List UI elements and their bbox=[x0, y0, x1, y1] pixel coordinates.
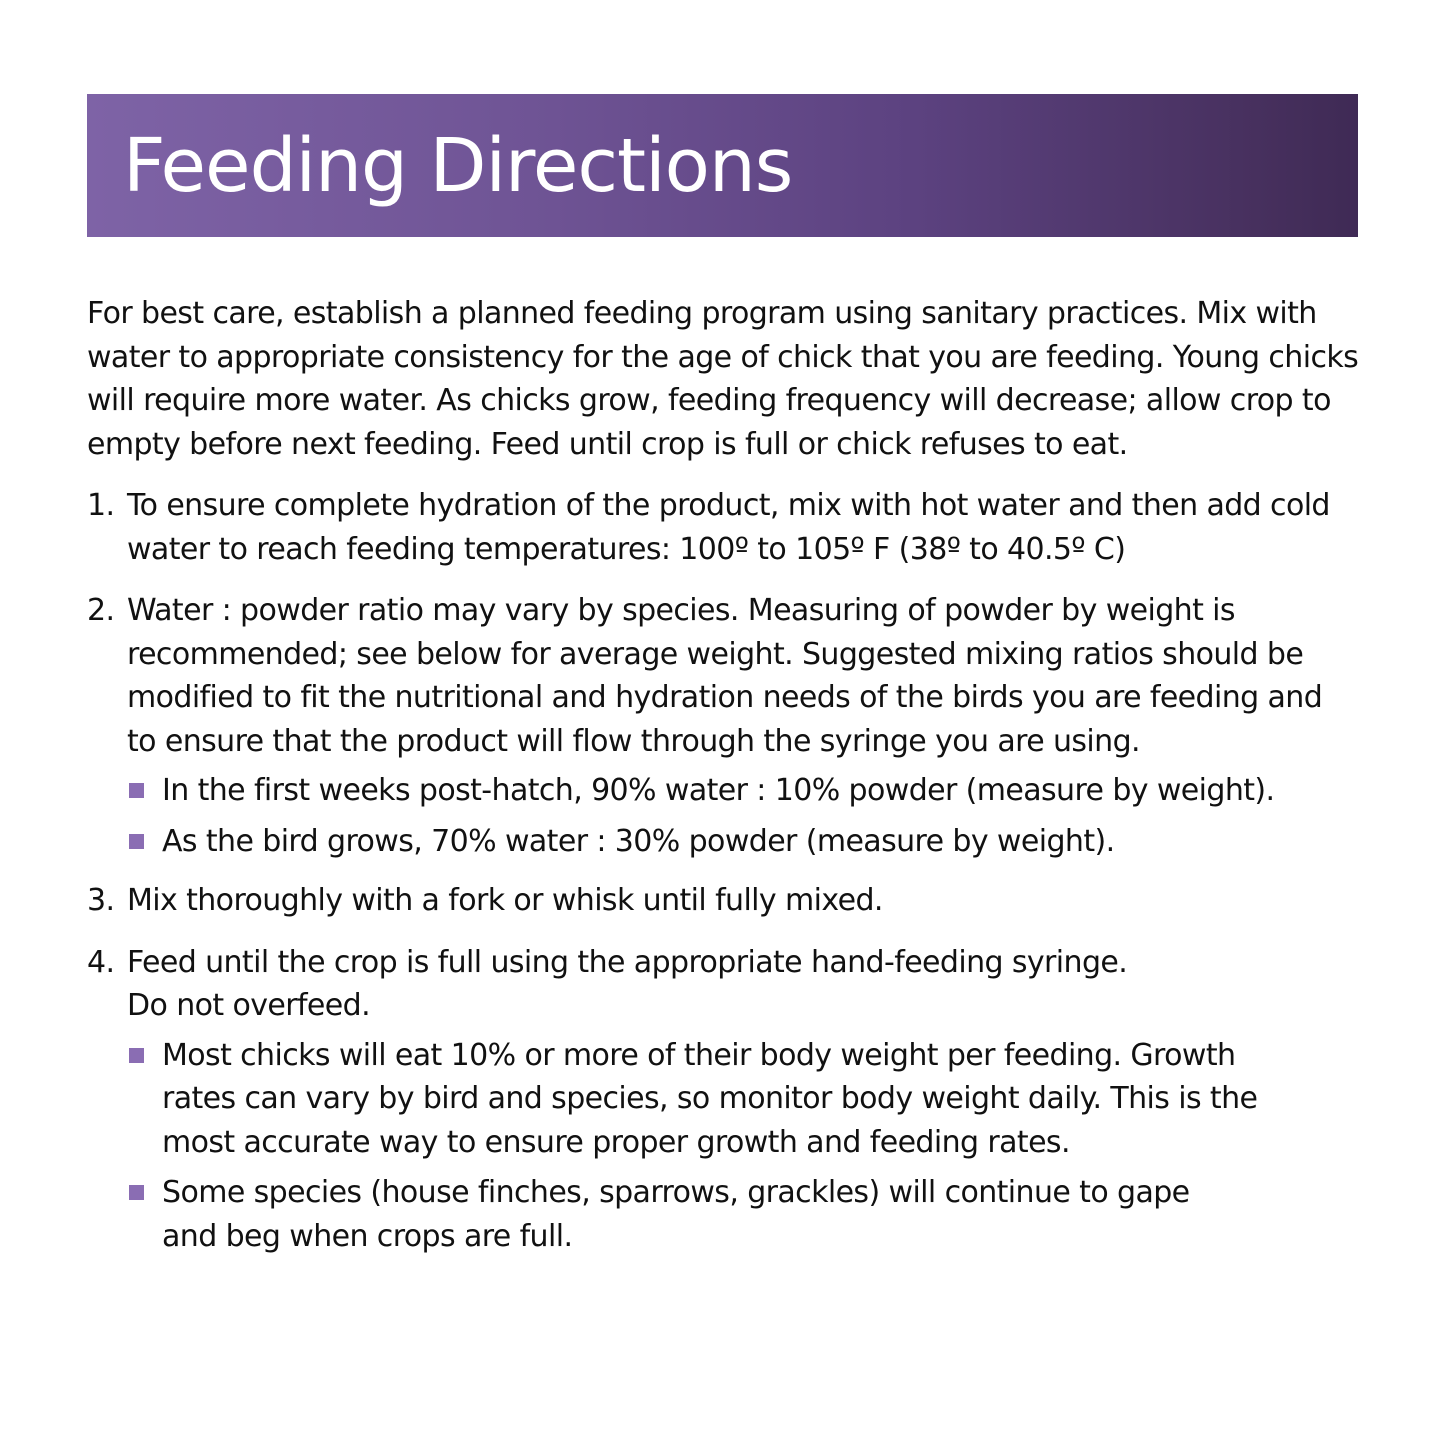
square-bullet-icon bbox=[129, 1185, 144, 1200]
page-title: Feeding Directions bbox=[123, 123, 793, 209]
step-number: 3. bbox=[87, 883, 115, 918]
step-2 bbox=[87, 589, 1377, 863]
step-4 bbox=[87, 941, 1377, 1259]
square-bullet-icon bbox=[129, 1048, 144, 1063]
substep-list bbox=[127, 769, 1347, 863]
header-banner bbox=[87, 94, 1358, 237]
step-1 bbox=[87, 484, 1377, 571]
substep-item: Most chicks will eat 10% or more of their body weight per feeding. Growth rates can vary by bird and species, so monitor body weight daily. This is the most accurate way to ensure proper growth and feeding rates. bbox=[127, 1034, 1287, 1165]
square-bullet-icon bbox=[129, 834, 144, 849]
step-text: Mix thoroughly with a fork or whisk until fully mixed. bbox=[127, 883, 883, 918]
step-text: To ensure complete hydration of the product, mix with hot water and then add cold water to reach feeding temperatures: 100º to 105º F (38º to 40.5º C) bbox=[127, 488, 1330, 567]
step-number: 2. bbox=[87, 593, 115, 628]
step-text: Water : powder ratio may vary by species. Measuring of powder by weight is recommended; see below for average weight. Suggested mixing ratios should be modified to fit the nutritional and hydration needs of the birds you are feeding and to ensure that the product will flow through the syringe you are using. bbox=[127, 593, 1323, 759]
substep-item: Some species (house finches, sparrows, grackles) will continue to gape and beg when crops are full. bbox=[127, 1171, 1287, 1258]
step-number: 4. bbox=[87, 944, 115, 980]
square-bullet-icon bbox=[129, 783, 144, 798]
substep-item: As the bird grows, 70% water : 30% powder (measure by weight). bbox=[127, 820, 1347, 864]
intro-paragraph: For best care, establish a planned feeding program using sanitary practices. Mix with water to appropriate consistency for the age of chick that you are feeding. Young chicks will require more water. As chicks grow, feeding frequency will decrease; allow crop to empty before next feeding. Feed until crop is full or chick refuses to eat. bbox=[87, 296, 1359, 462]
step-text: Feed until the crop is full using the appropriate hand-feeding syringe. Do not overfeed. bbox=[127, 944, 1128, 1023]
steps-list bbox=[87, 484, 1377, 1265]
substep-list bbox=[127, 1034, 1287, 1259]
substep-item: In the first weeks post-hatch, 90% water : 10% powder (measure by weight). bbox=[127, 769, 1347, 813]
step-3 bbox=[87, 879, 1377, 923]
step-number: 1. bbox=[87, 488, 115, 523]
